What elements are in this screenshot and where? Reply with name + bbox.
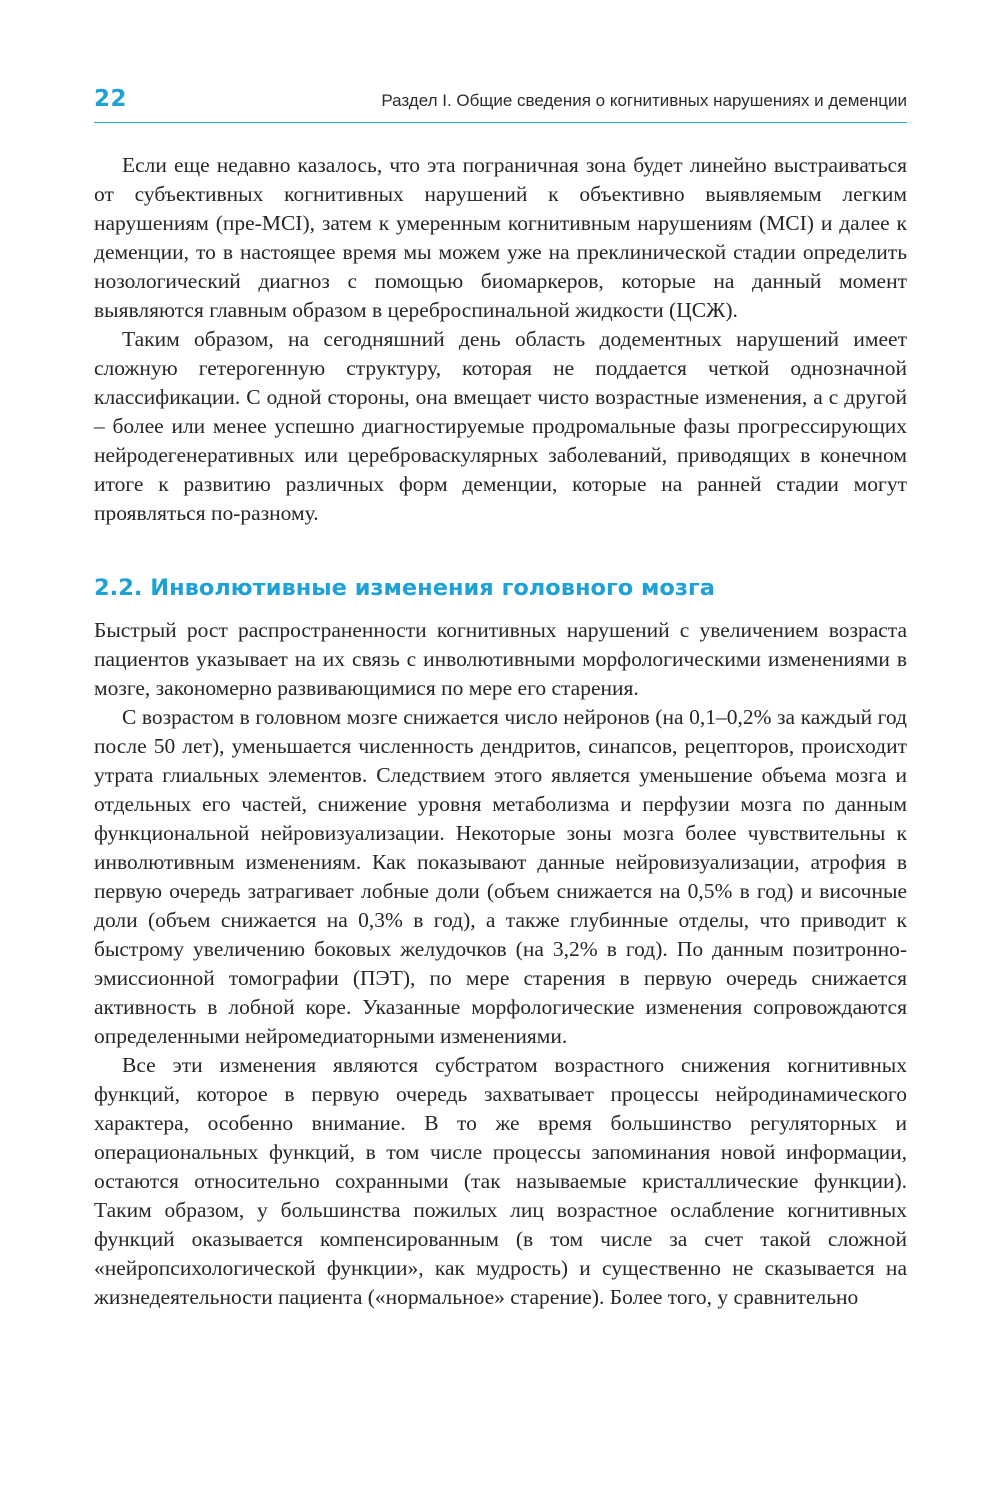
section-heading: 2.2. Инволютивные изменения головного мозга	[94, 575, 715, 601]
paragraph: Быстрый рост распространенности когнитивных нарушений с увеличением возраста пациентов указывает на их связь с инволютивными морфологическими изменениями в мозге, закономерно развивающимися по мере его старения.	[94, 618, 907, 700]
text-block-section	[94, 616, 907, 1312]
paragraph: Таким образом, на сегодняшний день область додементных нарушений имеет сложную гетерогенную структуру, которая не поддается четкой однозначной классификации. С одной стороны, она вмещает чисто возрастные изменения, а с другой – более или менее успешно диагностируемые продромальные фазы прогрессирующих нейродегенеративных или цереброваскулярных заболеваний, приводящих в конечном итоге к развитию различных форм деменции, которые на ранней стадии могут проявляться по-разному.	[94, 327, 907, 525]
paragraph: Если еще недавно казалось, что эта пограничная зона будет линейно выстраиваться от субъективных когнитивных нарушений к объективно выявляемым легким нарушениям (пре-MCI), затем к умеренным когнитивным нарушениям (MCI) и далее к деменции, то в настоящее время мы можем уже на преклинической стадии определить нозологический диагноз с помощью биомаркеров, которые на данный момент выявляются главным образом в цереброспинальной жидкости (ЦСЖ).	[94, 153, 907, 322]
text-block-intro	[94, 151, 907, 528]
page-number: 22	[94, 86, 128, 112]
running-header	[94, 84, 907, 123]
paragraph: Все эти изменения являются субстратом возрастного снижения когнитивных функций, которое в первую очередь захватывает процессы нейродинамического характера, особенно внимание. В то же время большинство регуляторных и операциональных функций, в том числе процессы запоминания новой информации, остаются относительно сохранными (так называемые кристаллические функции). Таким образом, у большинства пожилых лиц возрастное ослабление когнитивных функций оказывается компенсированным (в том числе за счет такой сложной «нейропсихологической функции», как мудрость) и существенно не сказывается на жизнедеятельности пациента («нормальное» старение). Более того, у сравнительно	[94, 1053, 907, 1309]
paragraph: С возрастом в головном мозге снижается число нейронов (на 0,1–0,2% за каждый год после 50 лет), уменьшается численность дендритов, синапсов, рецепторов, происходит утрата глиальных элементов. Следствием этого является уменьшение объема мозга и отдельных его частей, снижение уровня метаболизма и перфузии мозга по данным функциональной нейровизуализации. Некоторые зоны мозга более чувствительны к инволютивным изменениям. Как показывают данные нейровизуализации, атрофия в первую очередь затрагивает лобные доли (объем снижается на 0,5% в год) и височные доли (объем снижается на 0,3% в год), а также глубинные отделы, что приводит к быстрому увеличению боковых желудочков (на 3,2% в год). По данным позитронно-эмиссионной томографии (ПЭТ), по мере старения в первую очередь снижается активность в лобной коре. Указанные морфологические изменения сопровождаются определенными нейромедиаторными изменениями.	[94, 705, 907, 1048]
running-section-title: Раздел I. Общие сведения о когнитивных нарушениях и деменции	[381, 91, 907, 110]
